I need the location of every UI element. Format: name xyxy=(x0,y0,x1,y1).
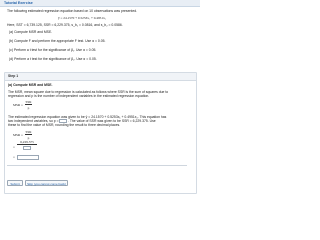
msr-value-denominator xyxy=(17,146,37,150)
msr-formula-denominator: p xyxy=(27,105,30,110)
skip-button[interactable]: Skip (you cannot come back) xyxy=(25,180,68,186)
step-paragraph-1: The MSR, mean square due to regression is calculated as follows where SSR is the sum of squares due to xyxy=(8,90,169,94)
msr-formula-fraction xyxy=(25,100,32,110)
step-paragraph-2: regression and p is the number of independent variables in the estimated regression equation. xyxy=(8,94,150,98)
regression-equation: ŷ = 24.1570 + 0.5253x₁ + 0.4951x₂ xyxy=(58,16,106,20)
msr-calc-numerator: SSR xyxy=(25,130,32,134)
msr-formula-numerator: SSR xyxy=(25,100,32,104)
step-label: Step 1 xyxy=(8,74,19,78)
msr-calc-fraction xyxy=(25,130,32,140)
msr-calc-lhs: MSR = xyxy=(13,133,23,137)
step-paragraph-3: The estimated regression equation was given to be ŷ = 24.1570 + 0.5253x₁ + 0.4951x₂. This equation has xyxy=(8,115,167,119)
intro-text: The following estimated regression equation based on 10 observations was presented. xyxy=(7,9,138,13)
part-a: (a) Compute MSR and MSE. xyxy=(9,30,53,34)
step-part-title: (a) Compute MSR and MSE. xyxy=(8,83,53,87)
part-b: (b) Compute F and perform the appropriate F test. Use α = 0.05. xyxy=(9,39,106,43)
step-paragraph-6: these to find the value of MSR, rounding the result to three decimal places. xyxy=(8,123,121,127)
step-paragraph-4: two independent variables, so p = xyxy=(8,119,59,123)
exercise-title: Tutorial Exercise xyxy=(4,1,33,5)
step-panel xyxy=(4,72,197,194)
step-paragraph-5: . The value of SSR was given to be SSR = 6,229.375. Use xyxy=(68,119,156,123)
msr-formula-lhs: MSR = xyxy=(13,103,23,107)
submit-button[interactable]: Submit xyxy=(7,180,23,186)
msr-result-input[interactable] xyxy=(17,155,39,160)
msr-calc-equals: = xyxy=(13,145,15,149)
divider xyxy=(7,165,187,166)
part-c: (c) Perform a t test for the significance of β₁. Use α = 0.05. xyxy=(9,48,97,52)
msr-result-equals: = xyxy=(13,155,15,159)
given-values: Here, SST = 6,739.125, SSR = 6,229.375, s_b₁ = 0.0816, and s_b₂ = 0.0586. xyxy=(7,23,123,27)
msr-value-fraction xyxy=(17,140,37,150)
msr-calc-denominator: p xyxy=(27,135,30,140)
step-header xyxy=(5,73,196,81)
part-d: (d) Perform a t test for the significance of β₂. Use α = 0.05. xyxy=(9,57,97,61)
msr-denominator-input[interactable] xyxy=(23,146,31,150)
msr-value-numerator: 6,229.375 xyxy=(20,140,34,144)
